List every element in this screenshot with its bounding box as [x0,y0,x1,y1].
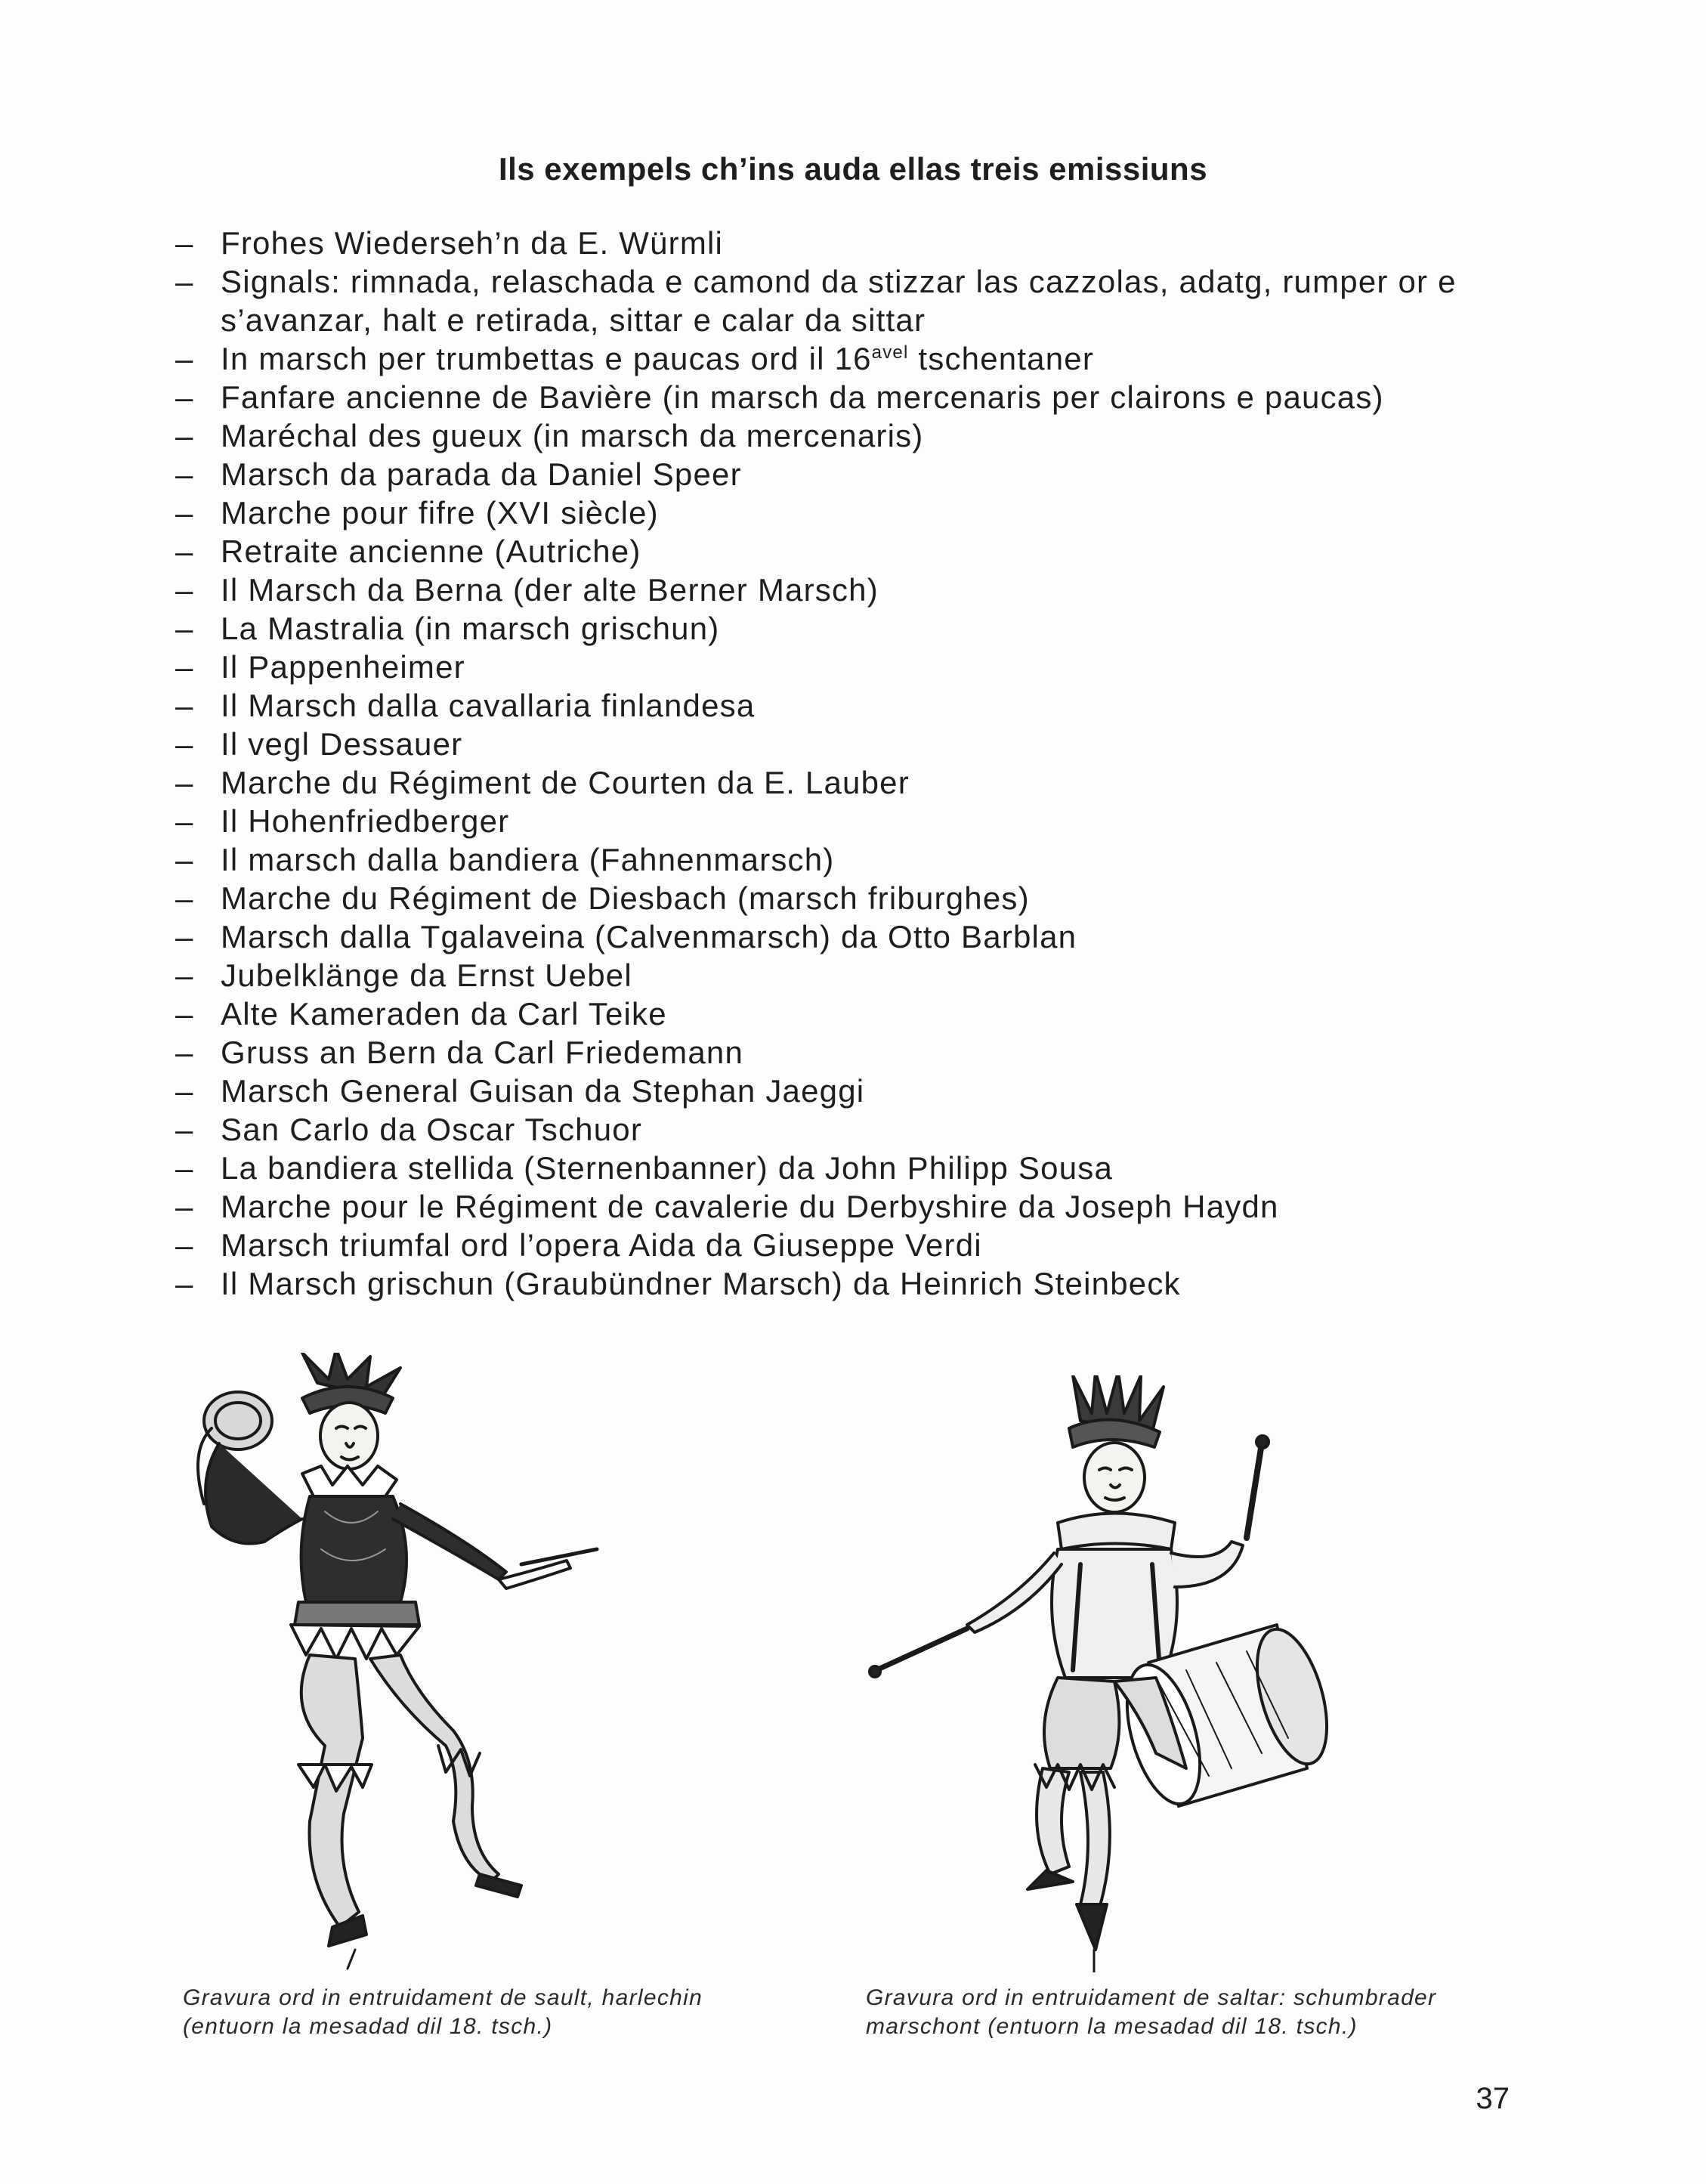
caption-left-line2: (entuorn la mesadad dil 18. tsch.) [183,2014,553,2039]
list-item [175,493,1535,532]
list-item-text: Maréchal des gueux (in marsch da mercenaris) [221,418,924,453]
list-item-text: Marche pour le Régiment de cavalerie du Derbyshire da Joseph Haydn [221,1189,1279,1224]
list-dash: – [175,495,194,531]
list-item-text: Alte Kameraden da Carl Teike [221,996,667,1032]
page-number: 37 [1476,2082,1510,2115]
list-dash: – [175,456,194,492]
list-dash: – [175,726,194,762]
list-item-text-after: tschentaner [908,341,1095,376]
list-dash: – [175,379,194,415]
list-item [175,725,1535,763]
list-dash: – [175,1266,194,1301]
march-list [175,224,1535,1303]
list-item-text: Marsch triumfal ord l’opera Aida da Giuseppe Verdi [221,1227,982,1263]
list-dash: – [175,765,194,800]
list-item [175,763,1535,802]
list-item [175,262,1535,301]
list-item-text: La Mastralia (in marsch grischun) [221,611,720,646]
list-item [175,1226,1535,1264]
caption-right-line2: marschont (entuorn la mesadad dil 18. tsch.) [866,2014,1358,2039]
caption-left-line1: Gravura ord in entruidament de sault, harlechin [183,1985,703,2010]
list-dash: – [175,880,194,916]
list-dash: – [175,1112,194,1147]
list-item-text: Signals: rimnada, relaschada e camond da stizzar las cazzolas, adatg, rumper or e [221,264,1457,299]
list-dash: – [175,1035,194,1070]
list-item-text: Marsch General Guisan da Stephan Jaeggi [221,1073,865,1109]
caption-right-line1: Gravura ord in entruidament de saltar: schumbrader [866,1985,1437,2010]
list-item-text: Il Hohenfriedberger [221,803,510,839]
list-item-text: Marche pour fifre (XVI siècle) [221,495,659,531]
list-dash: – [175,572,194,608]
list-item [175,416,1535,455]
list-item-text: Il Marsch da Berna (der alte Berner Marsch) [221,572,879,608]
list-dash: – [175,803,194,839]
list-item-text: s’avanzar, halt e retirada, sittar e calar da sittar [221,302,926,338]
list-item [175,917,1535,956]
list-item [175,1187,1535,1226]
caption-right [866,1984,1531,2041]
list-item-text: Il Marsch grischun (Graubündner Marsch) da Heinrich Steinbeck [221,1266,1181,1301]
list-dash: – [175,225,194,261]
list-item [175,1149,1535,1187]
list-item-text: San Carlo da Oscar Tschuor [221,1112,643,1147]
list-item-text: Marsch dalla Tgalaveina (Calvenmarsch) da Otto Barblan [221,919,1077,954]
list-item [175,956,1535,995]
list-item [175,1072,1535,1110]
list-item-continuation [175,301,1535,339]
harlequin-engraving [174,1353,642,1972]
list-item-text: Jubelklänge da Ernst Uebel [221,957,632,993]
list-item [175,802,1535,840]
list-item [175,571,1535,609]
list-dash: – [175,1227,194,1263]
list-item [175,224,1535,262]
list-item [175,648,1535,686]
list-item-text: Marche du Régiment de Diesbach (marsch friburghes) [221,880,1030,916]
list-item [175,339,1535,378]
list-item [175,1033,1535,1072]
list-item-text: Gruss an Bern da Carl Friedemann [221,1035,744,1070]
list-dash: – [175,341,194,376]
list-item-text: Il vegl Dessauer [221,726,463,762]
ordinal-superscript: avel [871,342,909,363]
list-item [175,879,1535,917]
list-item [175,1110,1535,1149]
list-dash: – [175,842,194,877]
list-dash: – [175,688,194,723]
list-dash: – [175,649,194,685]
list-item-text: Marsch da parada da Daniel Speer [221,456,742,492]
list-dash: – [175,957,194,993]
list-dash: – [175,418,194,453]
list-item [175,455,1535,493]
list-item [175,995,1535,1033]
list-item-text: Il Marsch dalla cavallaria finlandesa [221,688,756,723]
list-item-text: Fanfare ancienne de Bavière (in marsch da mercenaris per clairons e paucas) [221,379,1384,415]
drummer-engraving [854,1375,1368,1972]
list-item [175,532,1535,571]
section-heading: Ils exempels ch’ins auda ellas treis emissiuns [498,151,1208,187]
list-dash: – [175,534,194,569]
list-dash: – [175,919,194,954]
list-dash: – [175,1189,194,1224]
list-item-text: Il marsch dalla bandiera (Fahnenmarsch) [221,842,835,877]
list-item-text-before: In marsch per trumbettas e paucas ord il 16 [221,341,872,376]
list-item-text: Il Pappenheimer [221,649,465,685]
list-dash: – [175,264,194,299]
list-dash: – [175,1073,194,1109]
list-dash: – [175,611,194,646]
list-dash: – [175,996,194,1032]
caption-left [183,1984,810,2041]
list-item-text: Marche du Régiment de Courten da E. Lauber [221,765,910,800]
list-item-text: La bandiera stellida (Sternenbanner) da John Philipp Sousa [221,1150,1114,1186]
list-item-text: Retraite ancienne (Autriche) [221,534,641,569]
list-item-text: Frohes Wiederseh’n da E. Würmli [221,225,724,261]
list-item [175,840,1535,879]
list-item [175,686,1535,725]
list-dash: – [175,1150,194,1186]
list-item [175,378,1535,416]
list-item [175,609,1535,648]
list-item [175,1264,1535,1303]
